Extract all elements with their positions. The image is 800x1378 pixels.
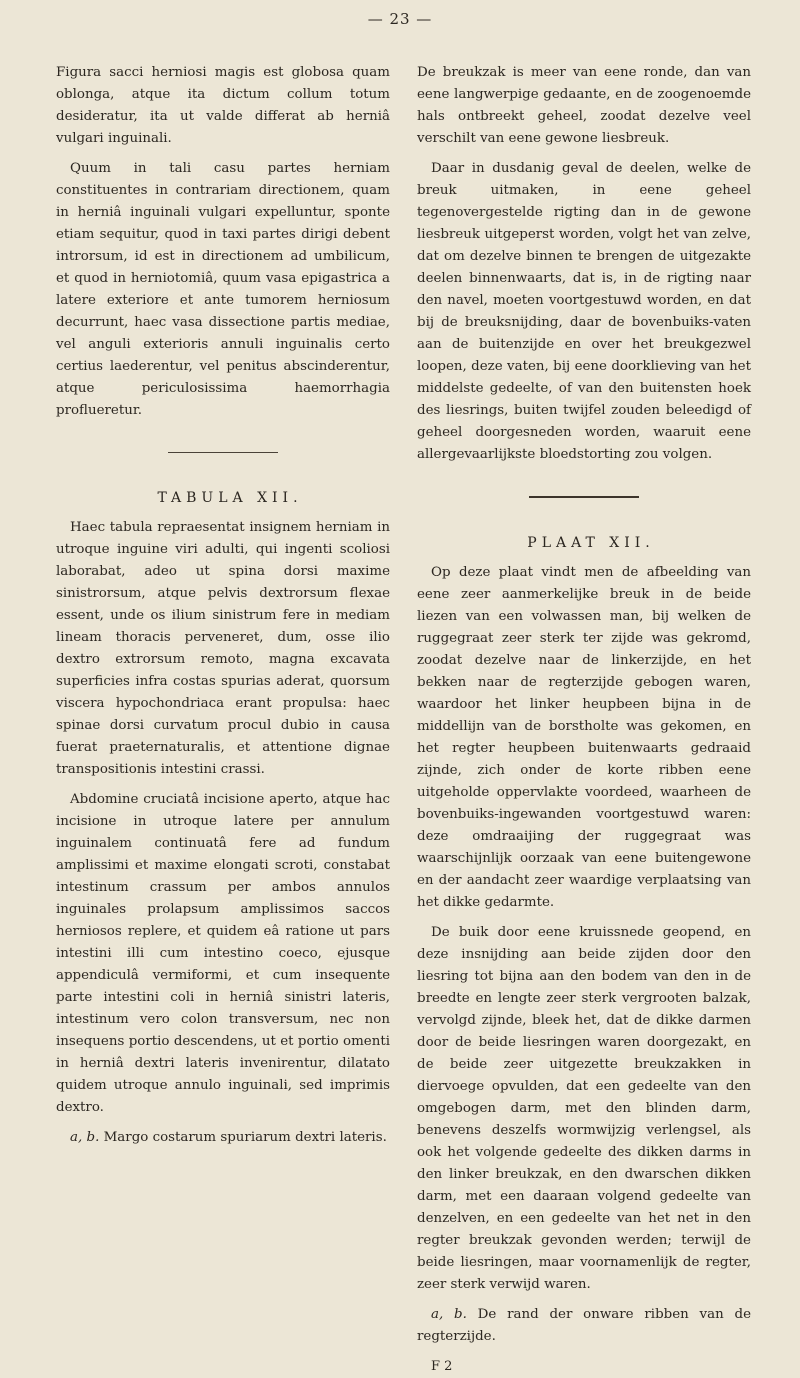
- legend-letters: a, b.: [431, 1307, 467, 1322]
- dutch-plate-heading: PLAAT XII.: [527, 535, 655, 551]
- latin-plate-heading: TABULA XII.: [157, 490, 303, 506]
- dutch-column: [417, 62, 751, 1378]
- legend-text: De rand der onware ribben van de regterzijde.: [417, 1307, 751, 1344]
- dutch-legend: [417, 1304, 751, 1348]
- latin-paragraph: Figura sacci herniosi magis est globosa quam oblonga, atque ita dictum collum totum desideratur, ita ut valde differat ab herniâ vulgari inguinali.: [56, 65, 390, 146]
- latin-paragraph: Haec tabula repraesentat insignem herniam in utroque inguine viri adulti, qui ingenti scoliosi laborabat, adeo ut spina dorsi maxime sinistrorsum, atque pelvis dextrorsum flexae essent, unde os ilium sinistrum fere in mediam lineam thoracis perveneret, dum, osse ilio dextro extrorsum remoto, magna excavata superficies infra costas spurias aderat, quorsum viscera hypochondriaca erant propulsa: haec spinae dorsi curvatum procul dubio in causa fuerat praeternaturalis, et attentione dignae transpositionis intestini crassi.: [56, 520, 390, 777]
- dutch-paragraph: Daar in dusdanig geval de deelen, welke de breuk uitmaken, in eene geheel tegenovergestelde rigting dan in de gewone liesbreuk uitgeperst worden, volgt het van zelve, dat om dezelve binnen te brengen de uitgezakte deelen binnenwaarts, dat is, in de rigting naar den navel, moeten voortgestuwd worden, en dat bij de breuksnijding, daar de bovenbuiks-vaten aan de buitenzijde en over het breukgezwel loopen, deze vaten, bij eene doorklieving van het middelste gedeelte, of van den buitensten hoek des liesrings, buiten twijfel zouden beleedigd of geheel doorgesneden worden, waaruit eene allergevaarlijkste bloedstorting zou volgen.: [417, 161, 751, 462]
- legend-letters: a, b.: [70, 1130, 100, 1145]
- page-number: — 23 —: [367, 10, 433, 28]
- signature-mark: F 2: [431, 1359, 453, 1374]
- latin-paragraph: Quum in tali casu partes herniam constituentes in contrariam directionem, quam in herniâ inguinali vulgari expelluntur, sponte etiam sequitur, quod in taxi partes dirigi debent introrsum, id est in directionem ad umbilicum, et quod in herniotomiâ, quum vasa epigastrica a latere exteriore et ante tumorem herniosum decurrunt, haec vasa dissectione partis mediae, vel anguli exterioris annuli inguinalis certo certius laederentur, vel penitus abscinderentur, atque periculosissima haemorrhagia proflueretur.: [56, 161, 390, 418]
- dutch-paragraph: De breukzak is meer van eene ronde, dan van eene langwerpige gedaante, en de zoogenoemde hals ontbreekt geheel, zoodat dezelve veel verschilt van eene gewone liesbreuk.: [417, 65, 751, 146]
- section-divider: [168, 452, 278, 453]
- section-divider: [529, 496, 639, 498]
- dutch-paragraph: Op deze plaat vindt men de afbeelding van eene zeer aanmerkelijke breuk in de beide liezen van een volwassen man, bij welken de ruggegraat zeer sterk ter zijde was gekromd, zoodat dezelve naar de linkerzijde, en het bekken naar de regterzijde gebogen waren, waardoor het linker heupbeen bijna in de middellijn van de borstholte was gekomen, en het regter heupbeen buitenwaarts gedraaid zijnde, zich onder de korte ribben eene uitgeholde oppervlakte voordeed, waarheen de bovenbuiks-ingewanden voortgestuwd waren: deze omdraaijing der ruggegraat was waarschijnlijk oorzaak van eene buitengewone en der aandacht zeer waardige verplaatsing van het dikke gedarmte.: [417, 565, 751, 910]
- latin-legend: [56, 1127, 390, 1149]
- dutch-paragraph: De buik door eene kruissnede geopend, en deze insnijding aan beide zijden door den liesring tot bijna aan den bodem van den in de breedte en lengte zeer sterk vergrooten balzak, vervolgd zijnde, bleek het, dat de dikke darmen door de beide liesringen waren doorgezakt, en de beide zeer uitgezette breukzakken in diervoege opvulden, dat een gedeelte van den omgebogen darm, met den blinden darm, benevens deszelfs wormwijzig verlengsel, als ook het volgende gedeelte des dikken darms in den linker breukzak, en den dwarschen dikken darm, met een daaraan volgend gedeelte van denzelven, en een gedeelte van het net in den regter breukzak gevonden werden; terwijl de beide liesringen, maar voornamenlijk de regter, zeer sterk verwijd waren.: [417, 925, 751, 1292]
- latin-column: [56, 62, 390, 1157]
- latin-paragraph: Abdomine cruciatâ incisione aperto, atque hac incisione in utroque latere per annulum inguinalem continuatâ fere ad fundum amplissimi et maxime elongati scroti, constabat intestinum crassum per ambos annulos inguinales prolapsum amplissimos saccos herniosos replere, et quidem eâ ratione ut pars intestini illi cum intestino coeco, ejusque appendiculâ vermiformi, et cum insequente parte intestini coli in herniâ sinistri lateris, intestinum vero colon transversum, nec non insequens portio descendens, ut et portio omenti in herniâ dextri lateris invenirentur, dilatato quidem utroque annulo inguinali, sed imprimis dextro.: [56, 792, 390, 1115]
- legend-text: Margo costarum spuriarum dextri lateris.: [103, 1130, 387, 1145]
